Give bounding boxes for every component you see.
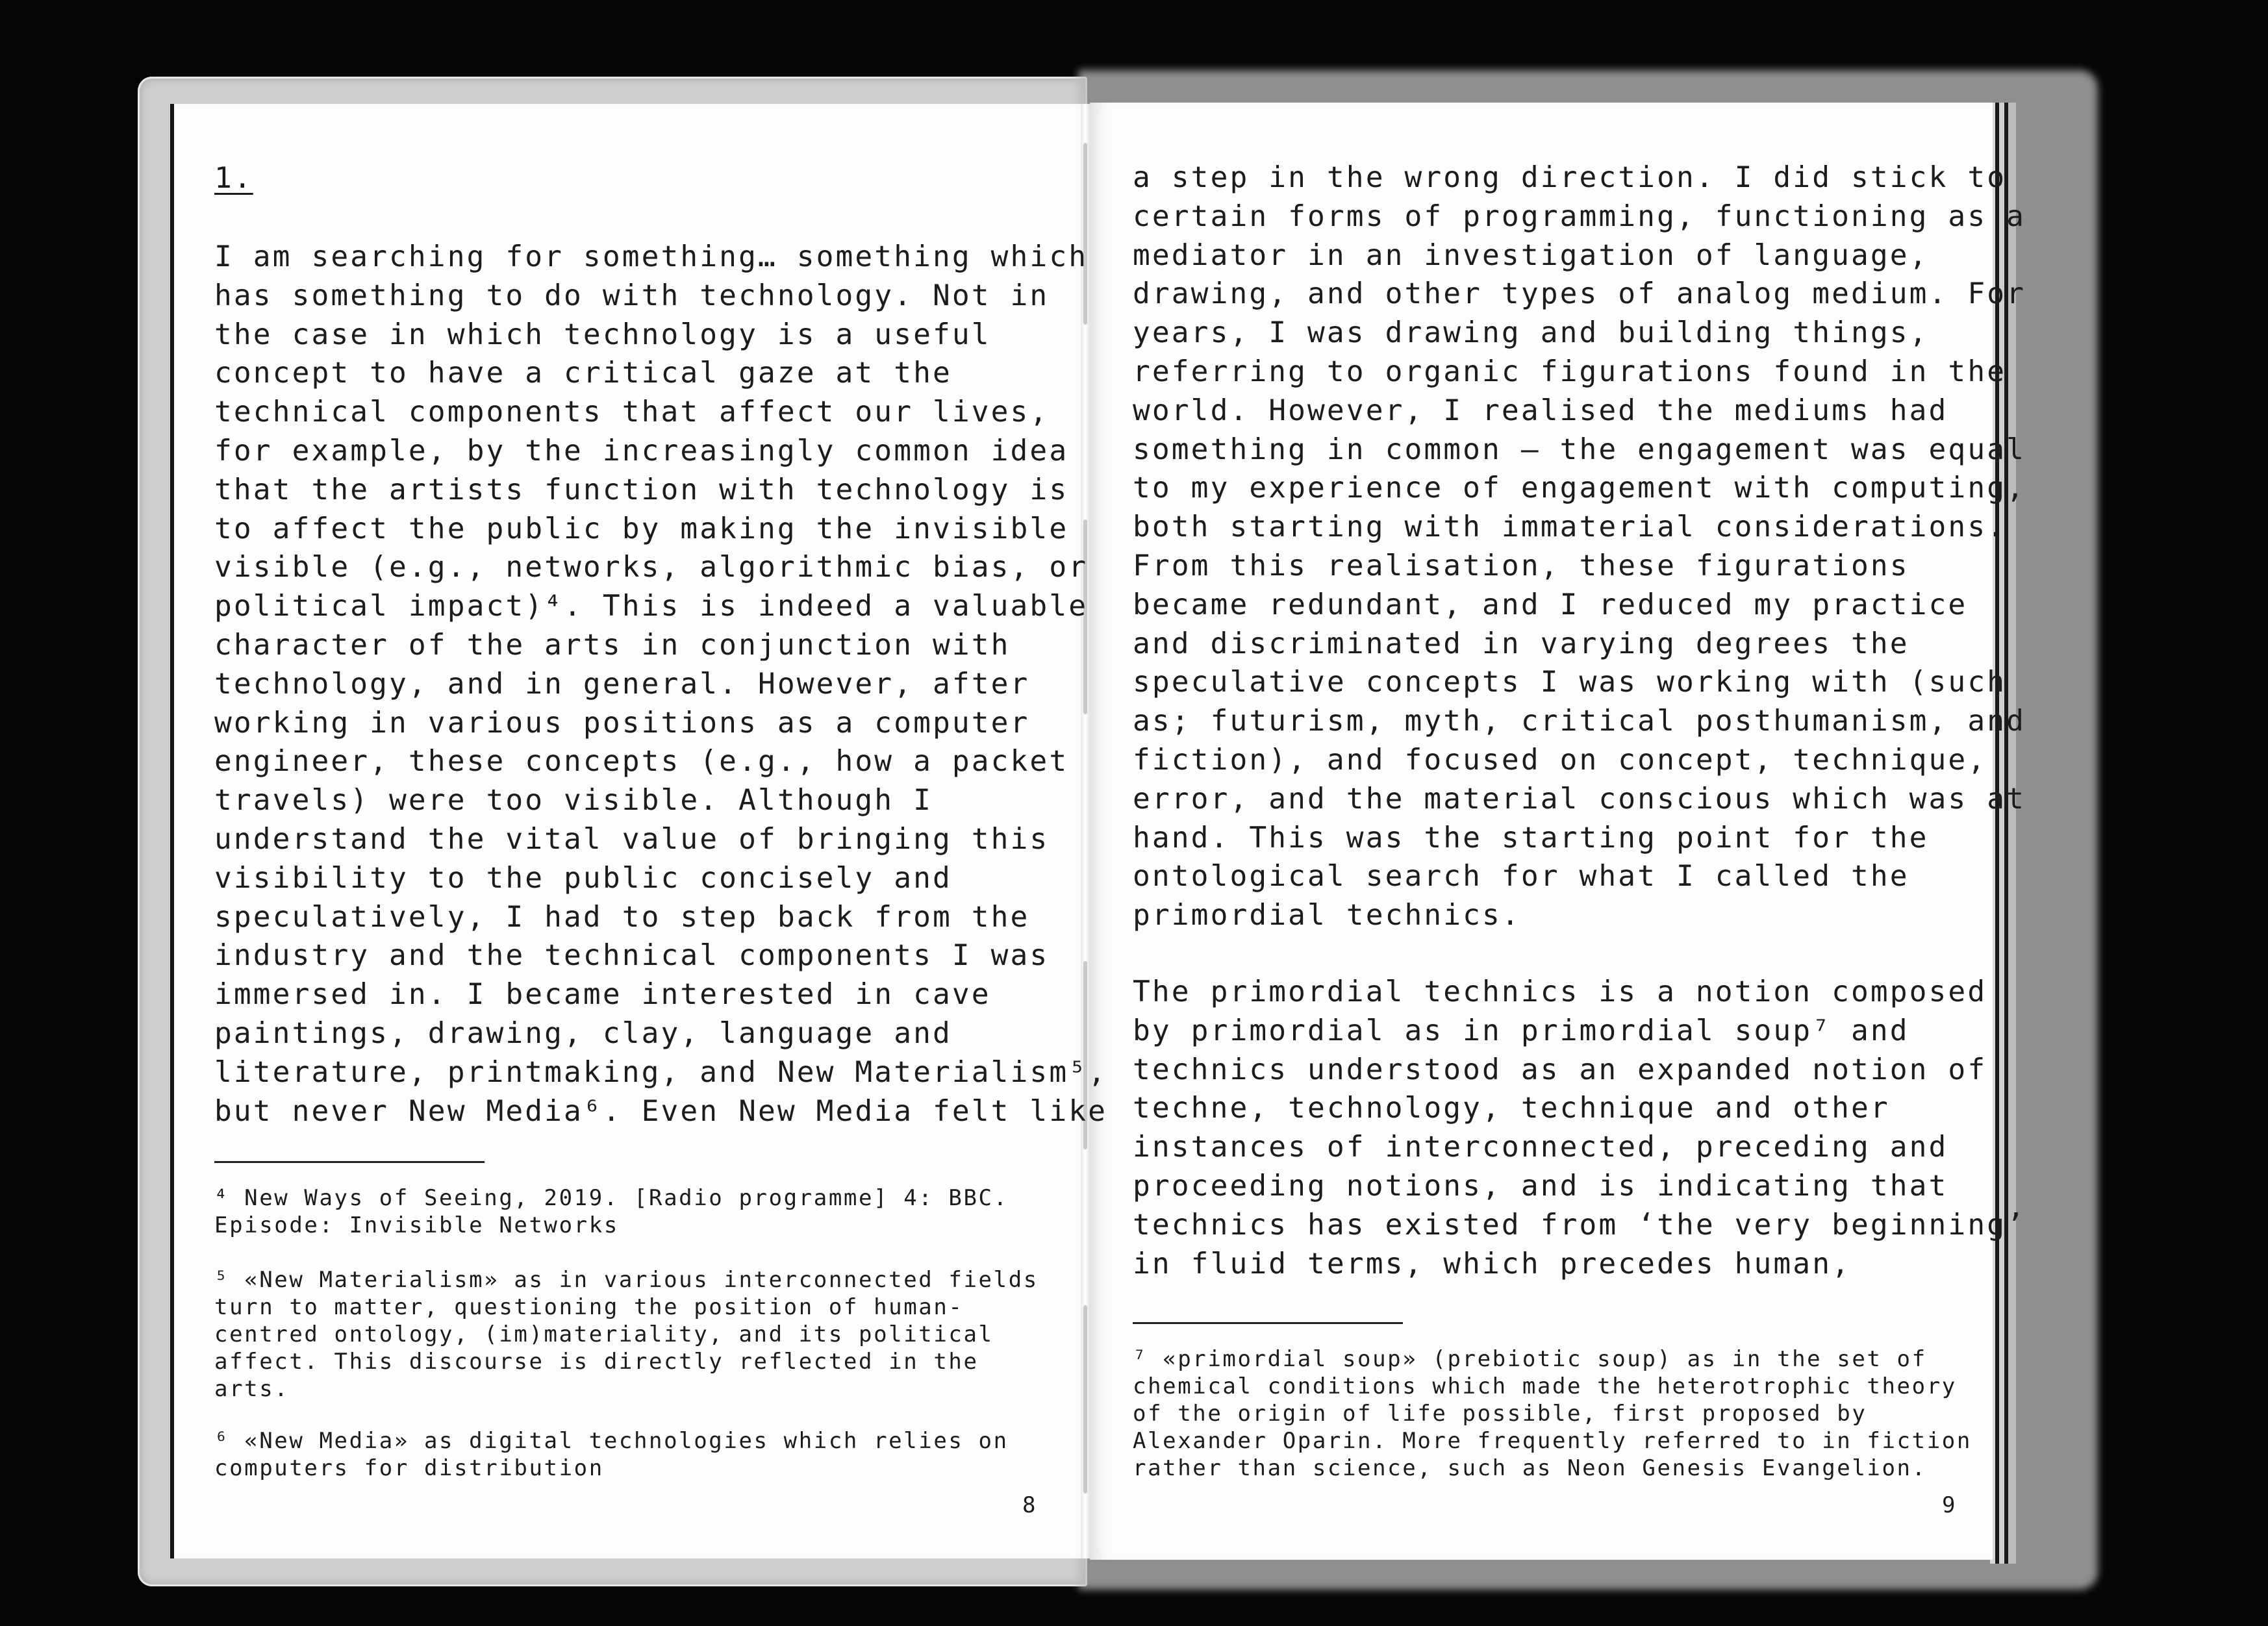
footnote-4: ⁴ New Ways of Seeing, 2019. [Radio programme] 4: BBC. Episode: Invisible Networks [214,1185,1009,1238]
page-number-left: 8 [1022,1492,1037,1518]
footnote-7: ⁷ «primordial soup» (prebiotic soup) as in the set of chemical conditions which made the heterotrophic theory of the origin of life possible, first proposed by Alexander Oparin. More frequently referred to in fiction rather than science, such as Neon Genesis Evangelion. [1133,1346,1972,1481]
right-paragraph-1: a step in the wrong direction. I did stick to certain forms of programming, functioning as a mediator in an investigation of language, drawing, and other types of analog medium. For years, I was drawing and building things, referring to organic figurations found in the world. However, I realised the mediums had something in common — the engagement was equal to my experience of engagement with computing, both starting with immaterial considerations. From this realisation, these figurations became redundant, and I reduced my practice and discriminated in varying degrees the speculative concepts I was working with (such as; futurism, myth, critical posthumanism, and fiction), and focused on concept, technique, error, and the material conscious which was at hand. This was the starting point for the ontological search for what I called the primordial technics. [1133,161,2026,932]
page-number-right: 9 [1942,1492,1957,1518]
footnote-rule [1133,1322,1403,1324]
binding-stitch [1083,1305,1087,1494]
right-paragraph-2: The primordial technics is a notion composed by primordial as in primordial soup⁷ and technics understood as an expanded notion of techne, technology, technique and other instances of interconnected, preceding and proceeding notions, and is indicating that technics has existed from ‘the very beginning’ in fluid terms, which precedes human, [1133,975,2026,1281]
footnote-6: ⁶ «New Media» as digital technologies which relies on computers for distribution [214,1428,1009,1481]
footnote-5: ⁵ «New Materialism» as in various interconnected fields turn to matter, questioning the position of human- centred ontology, (im)materiality, and its political affect. This discourse is directly reflected in the arts. [214,1267,1039,1402]
left-body-text: I am searching for something… something which has something to do with technology. Not in the case in which technology is a useful concept to have a critical gaze at the technical components that affect our lives, for example, by the increasingly common idea that the artists function with technology is to affect the public by making the invisible visible (e.g., networks, algorithmic bias, or political impact)⁴. This is indeed a valuable character of the arts in conjunction with technology, and in general. However, after working in various positions as a computer engineer, these concepts (e.g., how a packet travels) were too visible. Although I understand the vital value of bringing this visibility to the public concisely and speculatively, I had to step back from the industry and the technical components I was immersed in. I became interested in cave paintings, drawing, clay, language and literature, printmaking, and New Materialism⁵, but never New Media⁶. Even New Media felt like [214,240,1107,1128]
section-number: 1. [214,162,253,195]
footnote-rule [214,1161,485,1163]
